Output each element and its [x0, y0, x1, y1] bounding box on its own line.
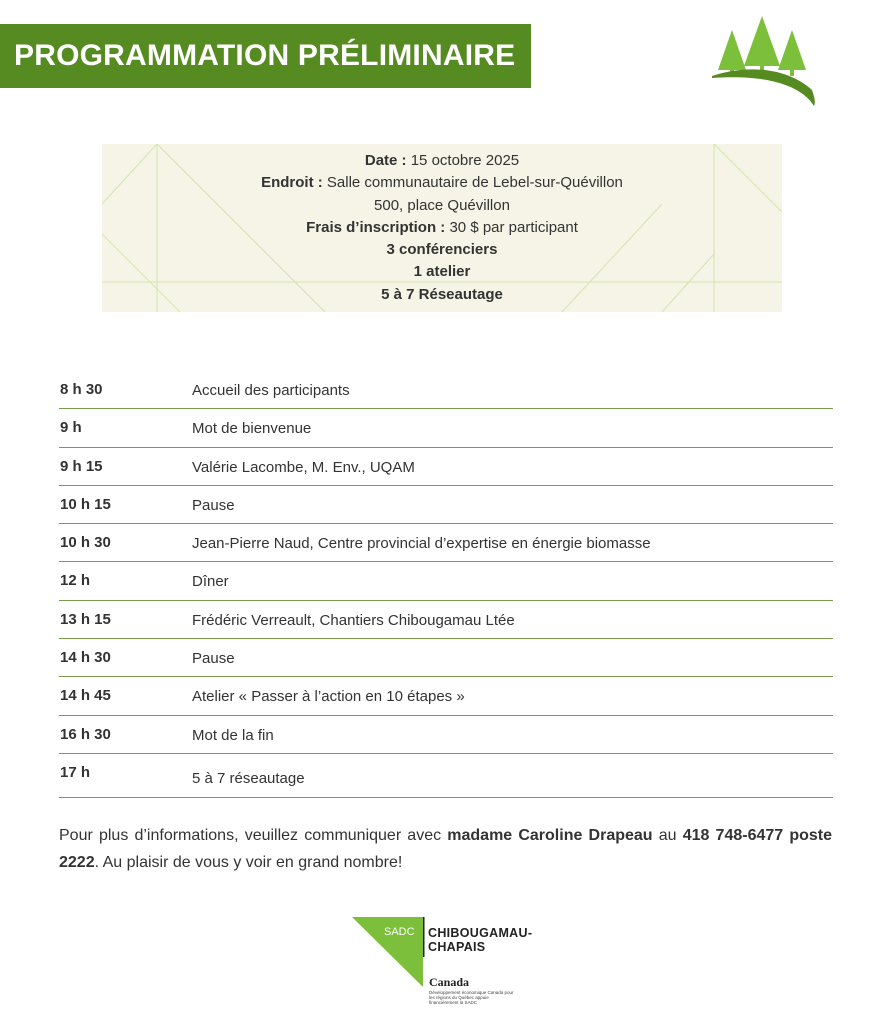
workshop-line: 1 atelier — [413, 263, 471, 281]
schedule-table — [59, 371, 833, 798]
networking-line: 5 à 7 Réseautage — [381, 285, 503, 303]
schedule-row — [59, 371, 833, 409]
row-activity: Atelier « Passer à l’action en 10 étapes » — [192, 688, 465, 706]
row-time: 9 h — [60, 419, 82, 437]
row-activity: Dîner — [192, 573, 229, 591]
row-activity: 5 à 7 réseautage — [192, 769, 305, 787]
row-time: 14 h 30 — [60, 649, 111, 667]
row-time: 10 h 15 — [60, 495, 111, 513]
event-info-box — [102, 144, 782, 312]
row-activity: Pause — [192, 496, 235, 514]
contact-phone: 418 748-6477 poste 2222 — [59, 827, 832, 871]
schedule-row — [59, 448, 833, 486]
title-banner — [0, 24, 531, 88]
schedule-row — [59, 486, 833, 524]
schedule-row — [59, 601, 833, 639]
row-time: 14 h 45 — [60, 687, 111, 705]
row-activity: Mot de la fin — [192, 726, 274, 744]
sadc-label: SADC — [384, 926, 415, 938]
page-title: PROGRAMMATION PRÉLIMINAIRE — [14, 39, 516, 72]
schedule-row — [59, 754, 833, 798]
speakers-line: 3 conférenciers — [386, 241, 498, 259]
schedule-row — [59, 524, 833, 562]
row-activity: Pause — [192, 650, 235, 668]
row-activity: Valérie Lacombe, M. Env., UQAM — [192, 458, 415, 476]
canada-subtext: Développement économique Canada pour les régions du Québec appuie financièrement la SADC — [429, 990, 514, 1005]
schedule-row — [59, 716, 833, 754]
row-time: 10 h 30 — [60, 534, 111, 552]
schedule-row — [59, 409, 833, 447]
row-time: 8 h 30 — [60, 381, 103, 398]
schedule-row — [59, 677, 833, 715]
sadc-name: CHIBOUGAMAU- CHAPAIS — [428, 926, 533, 954]
pine-trees-logo-icon — [708, 12, 820, 108]
date-line: Date : 15 octobre 2025 — [364, 152, 520, 169]
contact-name: madame Caroline Drapeau — [447, 827, 653, 844]
schedule-row — [59, 562, 833, 600]
row-time: 13 h 15 — [60, 610, 111, 628]
fee-line: Frais d’inscription : 30 $ par participant — [306, 218, 578, 236]
row-activity: Accueil des participants — [192, 382, 350, 399]
row-time: 17 h — [60, 763, 91, 781]
row-activity: Mot de bienvenue — [192, 420, 312, 438]
row-time: 9 h 15 — [60, 457, 103, 475]
contact-paragraph: Pour plus d’informations, veuillez communiquer avec madame Caroline Drapeau au 418 748-6477 poste 2222. Au plaisir de vous y voir en grand nombre! — [59, 827, 832, 871]
canada-wordmark: Canada — [429, 975, 470, 989]
row-time: 12 h — [60, 572, 91, 590]
schedule-row — [59, 639, 833, 677]
place-line: Endroit : Salle communautaire de Lebel-sur-Quévillon — [261, 174, 623, 192]
address-line: 500, place Quévillon — [374, 196, 510, 214]
row-activity: Frédéric Verreault, Chantiers Chibougamau Ltée — [192, 611, 515, 629]
row-activity: Jean-Pierre Naud, Centre provincial d’expertise en énergie biomasse — [192, 535, 651, 553]
row-time: 16 h 30 — [60, 725, 111, 743]
